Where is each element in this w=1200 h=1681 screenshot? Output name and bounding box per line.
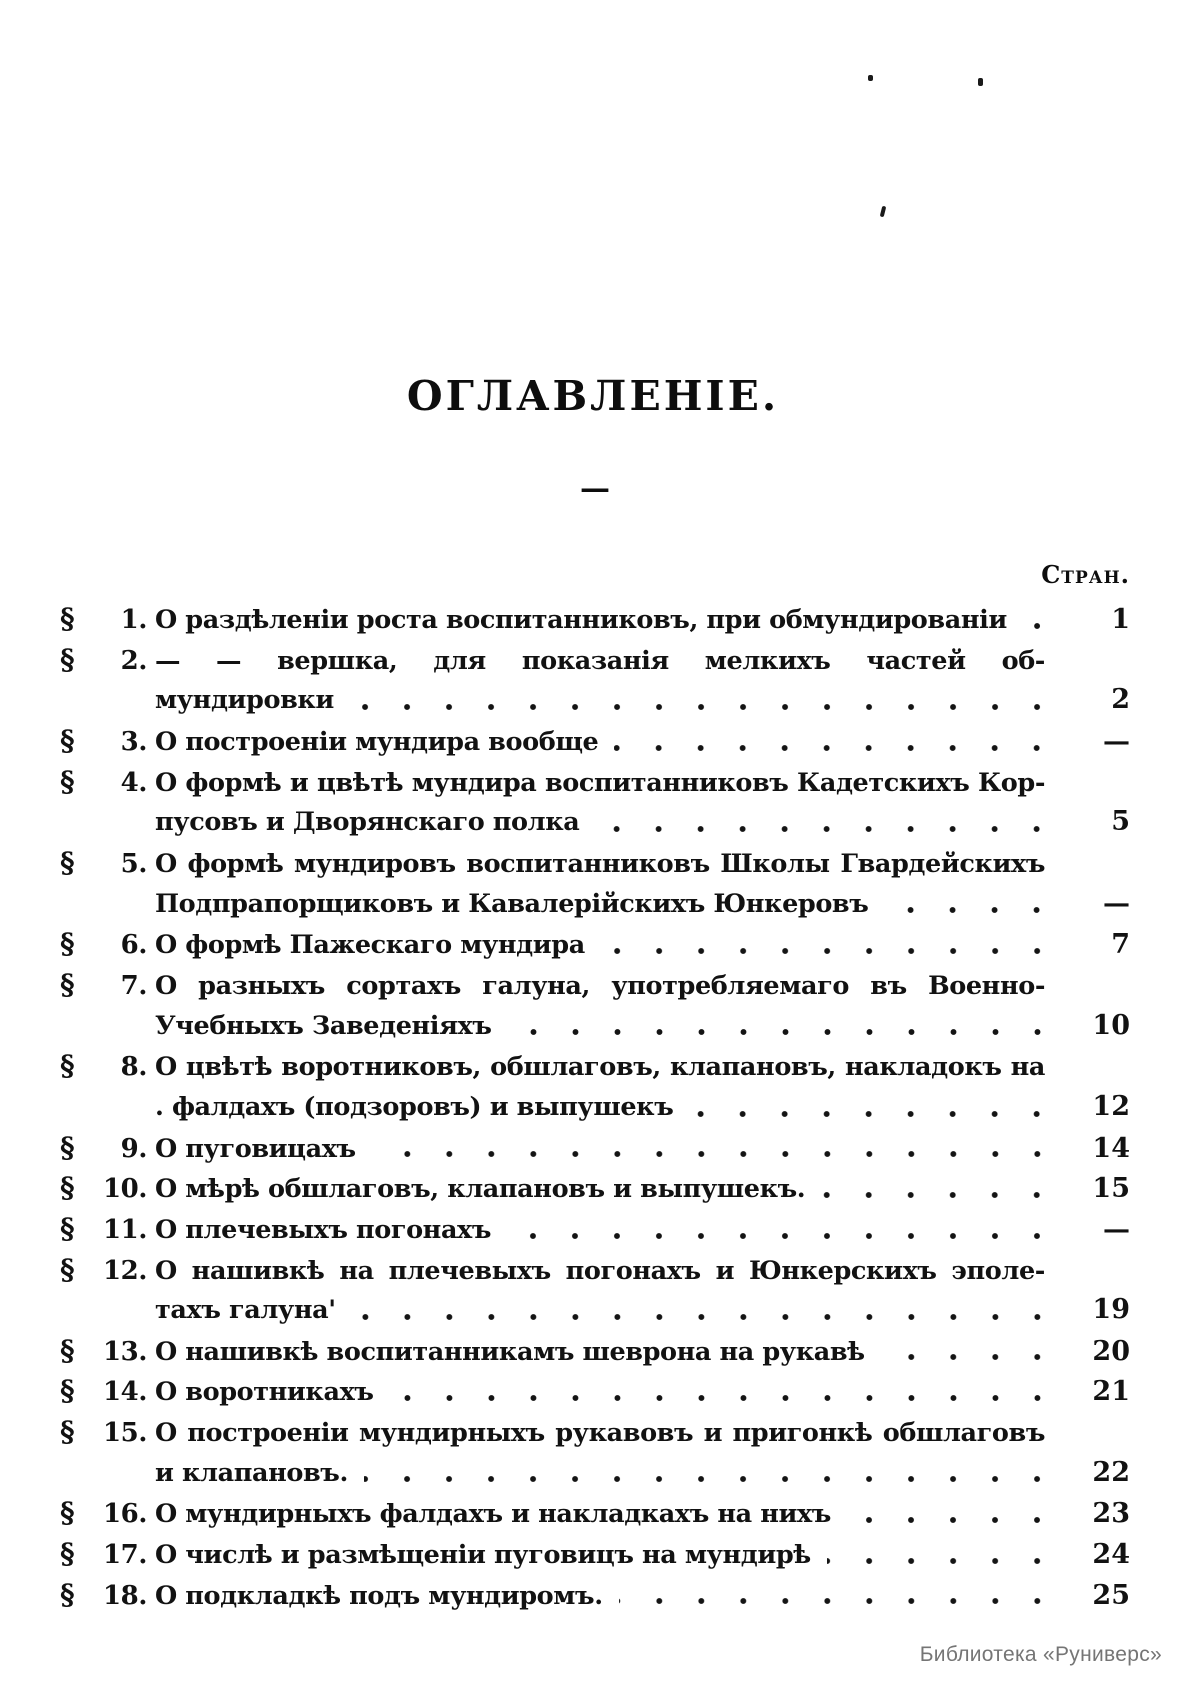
entry-text: О плечевыхъ погонахъ bbox=[155, 1214, 492, 1245]
toc-entry bbox=[60, 1371, 1130, 1412]
dot-leader bbox=[827, 1534, 1058, 1575]
toc-entry-line bbox=[60, 1087, 1130, 1128]
scan-artifact bbox=[978, 78, 983, 86]
dot-leader bbox=[689, 1087, 1058, 1128]
toc-entry bbox=[60, 640, 1130, 721]
entry-page-number: 15 bbox=[1092, 1173, 1130, 1205]
toc-entry bbox=[60, 1493, 1130, 1534]
section-sign: § bbox=[60, 845, 75, 879]
entry-number: 14. bbox=[102, 1377, 147, 1408]
entry-page-number: — bbox=[1103, 887, 1130, 919]
entry-number: 5. bbox=[120, 848, 147, 879]
toc-entry-line bbox=[60, 965, 1130, 1006]
section-sign: § bbox=[60, 1252, 75, 1286]
entry-number: 8. bbox=[120, 1052, 147, 1083]
toc-entry-line bbox=[60, 1046, 1130, 1087]
toc-entry-head bbox=[60, 924, 155, 966]
title-divider: — bbox=[580, 471, 610, 506]
dot-leader bbox=[364, 1453, 1058, 1494]
toc-entry-line bbox=[60, 1453, 1130, 1494]
page-column-header: Стран. bbox=[1041, 560, 1130, 589]
toc-entry-head bbox=[60, 1209, 155, 1251]
entry-text: О числѣ и размѣщеніи пуговицъ на мундирѣ bbox=[155, 1540, 811, 1571]
toc-entry-head bbox=[60, 1250, 155, 1292]
toc-entry-head bbox=[60, 1371, 155, 1413]
entry-page-number: 22 bbox=[1092, 1456, 1130, 1488]
entry-number: 4. bbox=[120, 767, 147, 798]
entry-text-continued: . фалдахъ (подзоровъ) и выпушекъ bbox=[155, 1091, 674, 1122]
entry-text: О мундирныхъ фалдахъ и накладкахъ на нихъ bbox=[155, 1499, 831, 1530]
section-sign: § bbox=[60, 1537, 75, 1571]
toc-entry bbox=[60, 1250, 1130, 1331]
entry-page-number: 2 bbox=[1111, 684, 1130, 716]
entry-text: О раздѣленіи роста воспитанниковъ, при обмундированіи bbox=[155, 605, 1007, 635]
section-sign: § bbox=[60, 1130, 75, 1164]
entry-number: 2. bbox=[120, 645, 147, 676]
entry-number: 1. bbox=[120, 605, 147, 635]
toc-entry-line bbox=[60, 884, 1130, 925]
section-sign: § bbox=[60, 602, 75, 635]
entry-page-number: 19 bbox=[1092, 1294, 1130, 1326]
dot-leader bbox=[1023, 599, 1058, 640]
entry-page-number: 5 bbox=[1111, 806, 1130, 838]
dot-leader bbox=[881, 1331, 1058, 1372]
entry-text: О нашивкѣ воспитанникамъ шеврона на рукавѣ bbox=[155, 1336, 865, 1367]
dot-leader bbox=[614, 721, 1058, 762]
toc-entry-line bbox=[60, 1412, 1130, 1453]
toc-entry-line bbox=[60, 1493, 1130, 1534]
entry-text: О мѣрѣ обшлаговъ, клапановъ и выпушекъ. bbox=[155, 1174, 806, 1205]
toc-entry bbox=[60, 1534, 1130, 1575]
entry-page-number: 1 bbox=[1111, 604, 1130, 635]
toc-list bbox=[60, 599, 1130, 1615]
entry-text: О построеніи мундирныхъ рукавовъ и пригонкѣ обшлаговъ bbox=[155, 1418, 1045, 1449]
toc-entry bbox=[60, 1331, 1130, 1372]
toc-entry-line bbox=[60, 640, 1130, 681]
toc-entry bbox=[60, 1128, 1130, 1169]
toc-entry-line bbox=[60, 680, 1130, 721]
dot-leader bbox=[601, 924, 1058, 965]
section-sign: § bbox=[60, 1211, 75, 1245]
section-sign: § bbox=[60, 1415, 75, 1449]
toc-entry bbox=[60, 924, 1130, 965]
toc-entry bbox=[60, 721, 1130, 762]
entry-number: 12. bbox=[102, 1255, 147, 1286]
entry-number: 9. bbox=[120, 1133, 147, 1164]
toc-entry-head bbox=[60, 1046, 155, 1088]
entry-text: О нашивкѣ на плечевыхъ погонахъ и Юнкерскихъ эполе- bbox=[155, 1255, 1045, 1286]
toc-entry-line bbox=[60, 1534, 1130, 1575]
toc-entry-line bbox=[60, 843, 1130, 884]
entry-page-number: 12 bbox=[1092, 1090, 1130, 1122]
toc-entry bbox=[60, 965, 1130, 1046]
toc-entry bbox=[60, 843, 1130, 924]
entry-text: О подкладкѣ подъ мундиромъ. bbox=[155, 1580, 603, 1611]
entry-number: 13. bbox=[102, 1336, 147, 1367]
toc-entry bbox=[60, 1575, 1130, 1616]
entry-number: 10. bbox=[102, 1174, 147, 1205]
entry-text: О формѣ мундировъ воспитанниковъ Школы Гвардейскихъ bbox=[155, 848, 1045, 879]
toc-entry bbox=[60, 599, 1130, 640]
entry-page-number: 10 bbox=[1092, 1009, 1130, 1041]
toc-entry-line bbox=[60, 1575, 1130, 1616]
dot-leader bbox=[508, 1006, 1059, 1047]
entry-text-continued: пусовъ и Дворянскаго полка bbox=[155, 807, 580, 838]
section-sign: § bbox=[60, 967, 75, 1001]
entry-number: 11. bbox=[102, 1214, 147, 1245]
toc-entry-head bbox=[60, 762, 155, 804]
entry-text-continued: Учебныхъ Заведеніяхъ bbox=[155, 1010, 492, 1041]
toc-entry-line bbox=[60, 721, 1130, 762]
entry-text-continued: и клапановъ. bbox=[155, 1457, 348, 1488]
entry-page-number: 21 bbox=[1092, 1376, 1130, 1408]
toc-entry bbox=[60, 1046, 1130, 1127]
library-watermark: Библиотека «Руниверс» bbox=[919, 1643, 1162, 1666]
dot-leader bbox=[350, 680, 1058, 721]
entry-page-number: 20 bbox=[1092, 1335, 1130, 1367]
dot-leader bbox=[821, 1168, 1058, 1209]
entry-page-number: — bbox=[1103, 725, 1130, 757]
entry-page-number: 7 bbox=[1111, 929, 1130, 961]
toc-entry-head bbox=[60, 1128, 155, 1170]
toc-entry-line bbox=[60, 1006, 1130, 1047]
entry-page-number: 24 bbox=[1092, 1539, 1130, 1571]
toc-entry-head bbox=[60, 965, 155, 1007]
entry-number: 17. bbox=[102, 1540, 147, 1571]
toc-entry-head bbox=[60, 1168, 155, 1210]
section-sign: § bbox=[60, 1496, 75, 1530]
toc-entry-line bbox=[60, 1371, 1130, 1412]
toc-entry-head bbox=[60, 1331, 155, 1373]
toc-entry-head bbox=[60, 721, 155, 763]
entry-text: О формѣ и цвѣтѣ мундира воспитанниковъ Кадетскихъ Кор- bbox=[155, 767, 1045, 798]
toc-entry bbox=[60, 762, 1130, 843]
section-sign: § bbox=[60, 1374, 75, 1408]
entry-text: О разныхъ сортахъ галуна, употребляемаго въ Военно- bbox=[155, 970, 1045, 1001]
toc-entry-line bbox=[60, 1209, 1130, 1250]
entry-number: 6. bbox=[120, 930, 147, 961]
toc-entry-head bbox=[60, 1493, 155, 1535]
entry-number: 3. bbox=[120, 726, 147, 757]
entry-page-number: 23 bbox=[1092, 1498, 1130, 1530]
dot-leader bbox=[372, 1128, 1058, 1169]
toc-entry-line bbox=[60, 1128, 1130, 1169]
toc-entry-line bbox=[60, 599, 1130, 640]
toc-entry bbox=[60, 1412, 1130, 1493]
section-sign: § bbox=[60, 1171, 75, 1205]
toc-entry-head bbox=[60, 1534, 155, 1576]
dot-leader bbox=[619, 1575, 1058, 1616]
section-sign: § bbox=[60, 1577, 75, 1611]
entry-text: — — вершка, для показанія мелкихъ частей об- bbox=[155, 645, 1045, 676]
toc-entry-line bbox=[60, 924, 1130, 965]
entry-text: О формѣ Пажескаго мундира bbox=[155, 930, 585, 961]
section-sign: § bbox=[60, 1049, 75, 1083]
entry-text: О воротникахъ bbox=[155, 1377, 374, 1408]
dot-leader bbox=[595, 802, 1058, 843]
dot-leader bbox=[352, 1290, 1058, 1331]
section-sign: § bbox=[60, 764, 75, 798]
toc-entry-line bbox=[60, 1290, 1130, 1331]
entry-page-number: — bbox=[1103, 1213, 1130, 1245]
entry-page-number: 25 bbox=[1092, 1579, 1130, 1611]
entry-number: 18. bbox=[102, 1580, 147, 1611]
entry-text-continued: мундировки bbox=[155, 685, 334, 716]
toc-entry-head bbox=[60, 843, 155, 885]
entry-text: О цвѣтѣ воротниковъ, обшлаговъ, клапановъ, накладокъ на bbox=[155, 1052, 1045, 1083]
section-sign: § bbox=[60, 1333, 75, 1367]
dot-leader bbox=[390, 1371, 1058, 1412]
toc-entry-line bbox=[60, 802, 1130, 843]
toc-entry bbox=[60, 1209, 1130, 1250]
entry-text: О построеніи мундира вообще bbox=[155, 726, 599, 757]
section-sign: § bbox=[60, 927, 75, 961]
toc-entry-line bbox=[60, 1250, 1130, 1291]
scan-artifact bbox=[880, 206, 887, 218]
dot-leader bbox=[847, 1493, 1058, 1534]
entry-text-continued: тахъ галуна' bbox=[155, 1295, 336, 1326]
entry-number: 15. bbox=[102, 1418, 147, 1449]
page-title: ОГЛАВЛЕНІЕ. bbox=[406, 372, 780, 420]
toc-entry-head bbox=[60, 1575, 155, 1617]
dot-leader bbox=[507, 1209, 1058, 1250]
toc-entry-line bbox=[60, 762, 1130, 803]
section-sign: § bbox=[60, 642, 75, 676]
section-sign: § bbox=[60, 723, 75, 757]
entry-number: 7. bbox=[120, 970, 147, 1001]
entry-page-number: 14 bbox=[1092, 1132, 1130, 1164]
scan-artifact bbox=[868, 75, 873, 81]
toc-entry-head bbox=[60, 599, 155, 641]
entry-text: О пуговицахъ bbox=[155, 1133, 356, 1164]
entry-text-continued: Подпрапорщиковъ и Кавалерійскихъ Юнкеровъ bbox=[155, 888, 869, 919]
toc-entry bbox=[60, 1168, 1130, 1209]
entry-number: 16. bbox=[102, 1499, 147, 1530]
toc-entry-line bbox=[60, 1331, 1130, 1372]
toc-entry-head bbox=[60, 640, 155, 682]
toc-entry-head bbox=[60, 1412, 155, 1454]
toc-entry-line bbox=[60, 1168, 1130, 1209]
dot-leader bbox=[884, 884, 1058, 925]
